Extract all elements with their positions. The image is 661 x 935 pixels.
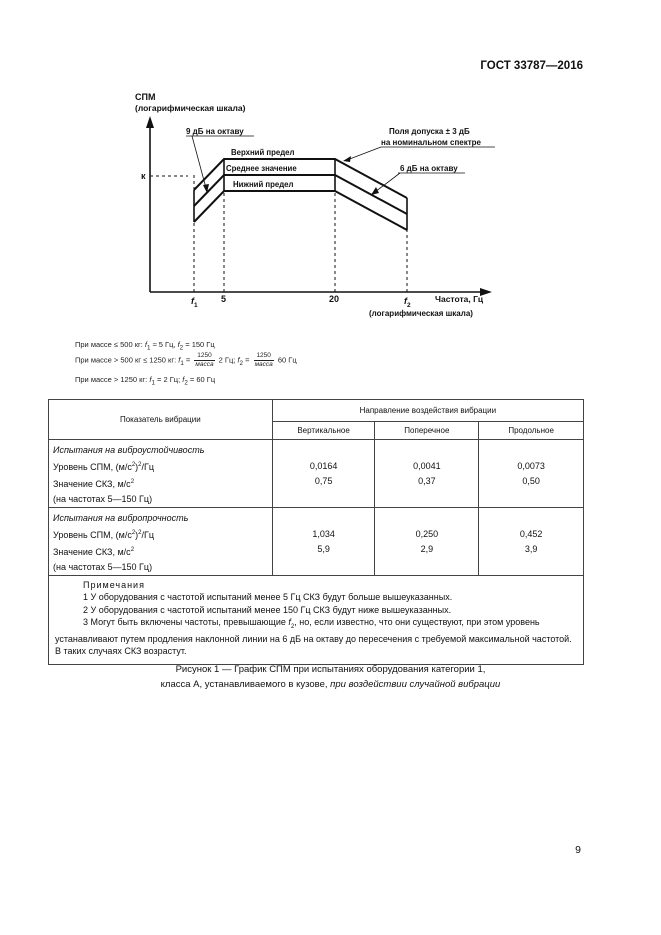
page-number: 9	[575, 844, 581, 856]
group2-spm-label: Уровень СПМ, $(м/с^2)^2/Гц$	[53, 530, 155, 540]
header-vertical: Вертикальное	[272, 422, 375, 440]
x-tick-f2: $f_2$	[404, 296, 411, 309]
y-axis-arrow	[146, 116, 154, 128]
fraction-f1: $\frac{1250}{\text{масса}}$	[195, 352, 214, 368]
group1-vertical: 0,0164 0,75	[272, 440, 375, 508]
y-axis-label-note: (логарифмическая шкала)	[135, 103, 246, 113]
table-notes	[49, 576, 584, 665]
group2-labels	[49, 508, 273, 576]
x-tick-5: 5	[221, 294, 227, 304]
x-axis-label-note: (логарифмическая шкала)	[369, 309, 473, 318]
figure-caption: Рисунок 1 — График СПМ при испытаниях оборудования категории 1, класса А, устанавливаемого в кузове, при воздействии случайной вибрации	[160, 664, 501, 690]
annotation-tolerance-1: Поля допуска ± 3 дБ	[389, 127, 470, 136]
legend-lower-limit: Нижний предел	[233, 180, 294, 189]
vibration-table	[48, 399, 584, 665]
note-1: 1 У оборудования с частотой испытаний менее 5 Гц СКЗ будут больше вышеуказанных.	[83, 592, 453, 603]
group1-spm-label: Уровень СПМ, $(м/с^2)^2/Гц$	[53, 462, 155, 472]
group1-freq: (на частотах 5—150 Гц)	[53, 494, 153, 504]
group1-skz-label: Значение СКЗ, $м/с^2$	[53, 479, 135, 489]
y-axis-label: СПМ	[135, 92, 156, 102]
group1-labels	[49, 440, 273, 508]
note-2: 2 У оборудования с частотой испытаний менее 150 Гц СКЗ будут ниже вышеуказанных.	[83, 604, 452, 615]
fraction-f2: $\frac{1250}{\text{масса}}$	[254, 352, 273, 368]
header-longitudinal: Продольное	[479, 422, 584, 440]
mass-condition-2: При массе > 500 кг ≤ 1250 кг: $f_1$ = $\frac{1250}{\text{масса}}$ 2 Гц; $f_2$ = $\frac{1250}{\text{масса}}$ 60 Гц	[75, 352, 297, 368]
x-axis-label: Частота, Гц	[435, 294, 484, 304]
header-direction: Направление воздействия вибрации	[272, 400, 583, 422]
legend-upper-limit: Верхний предел	[231, 148, 295, 157]
group2-vertical: 1,034 5,9	[272, 508, 375, 576]
group1-title: Испытания на виброустойчивость	[53, 445, 205, 455]
table-row	[49, 440, 584, 508]
standard-number: ГОСТ 33787—2016	[480, 60, 583, 72]
group1-transverse: 0,0041 0,37	[375, 440, 479, 508]
mass-condition-1: При массе ≤ 500 кг: $f_1 \approx 5$ Гц, $f_2 = 150$ Гц	[75, 340, 215, 352]
group2-title: Испытания на вибропрочность	[53, 513, 189, 523]
group2-longitudinal: 0,452 3,9	[479, 508, 584, 576]
spm-chart	[0, 0, 661, 340]
group1-longitudinal: 0,0073 0,50	[479, 440, 584, 508]
y-marker: к	[141, 171, 146, 181]
header-indicator: Показатель вибрации	[49, 400, 273, 440]
x-tick-20: 20	[329, 294, 340, 304]
group2-freq: (на частотах 5—150 Гц)	[53, 562, 153, 572]
annotation-tolerance-2: на номинальном спектре	[381, 138, 481, 147]
x-tick-f1: $f_1$	[191, 296, 198, 309]
group2-transverse: 0,250 2,9	[375, 508, 479, 576]
annotation-right-slope: 6 дБ на октаву	[400, 164, 458, 173]
legend-mean-value: Среднее значение	[226, 164, 297, 173]
header-transverse: Поперечное	[375, 422, 479, 440]
annotation-left-slope: 9 дБ на октаву	[186, 127, 244, 136]
table-row	[49, 508, 584, 576]
notes-heading: Примечания	[83, 580, 145, 590]
note-3: 3 Могут быть включены частоты, превышающие $f_2$, но, если известно, что они существуют, при этом уровень устанавливают путем продления наклонной линии на 6 дБ на октаву до пересечения с требуемой максимальной частотой. В таких случаях СКЗ возрастут.	[55, 616, 572, 657]
mass-condition-3: При массе > 1250 кг: $f_1 = 2$ Гц; $f_2 = 60$ Гц	[75, 375, 216, 387]
group2-skz-label: Значение СКЗ, $м/с^2$	[53, 547, 135, 557]
